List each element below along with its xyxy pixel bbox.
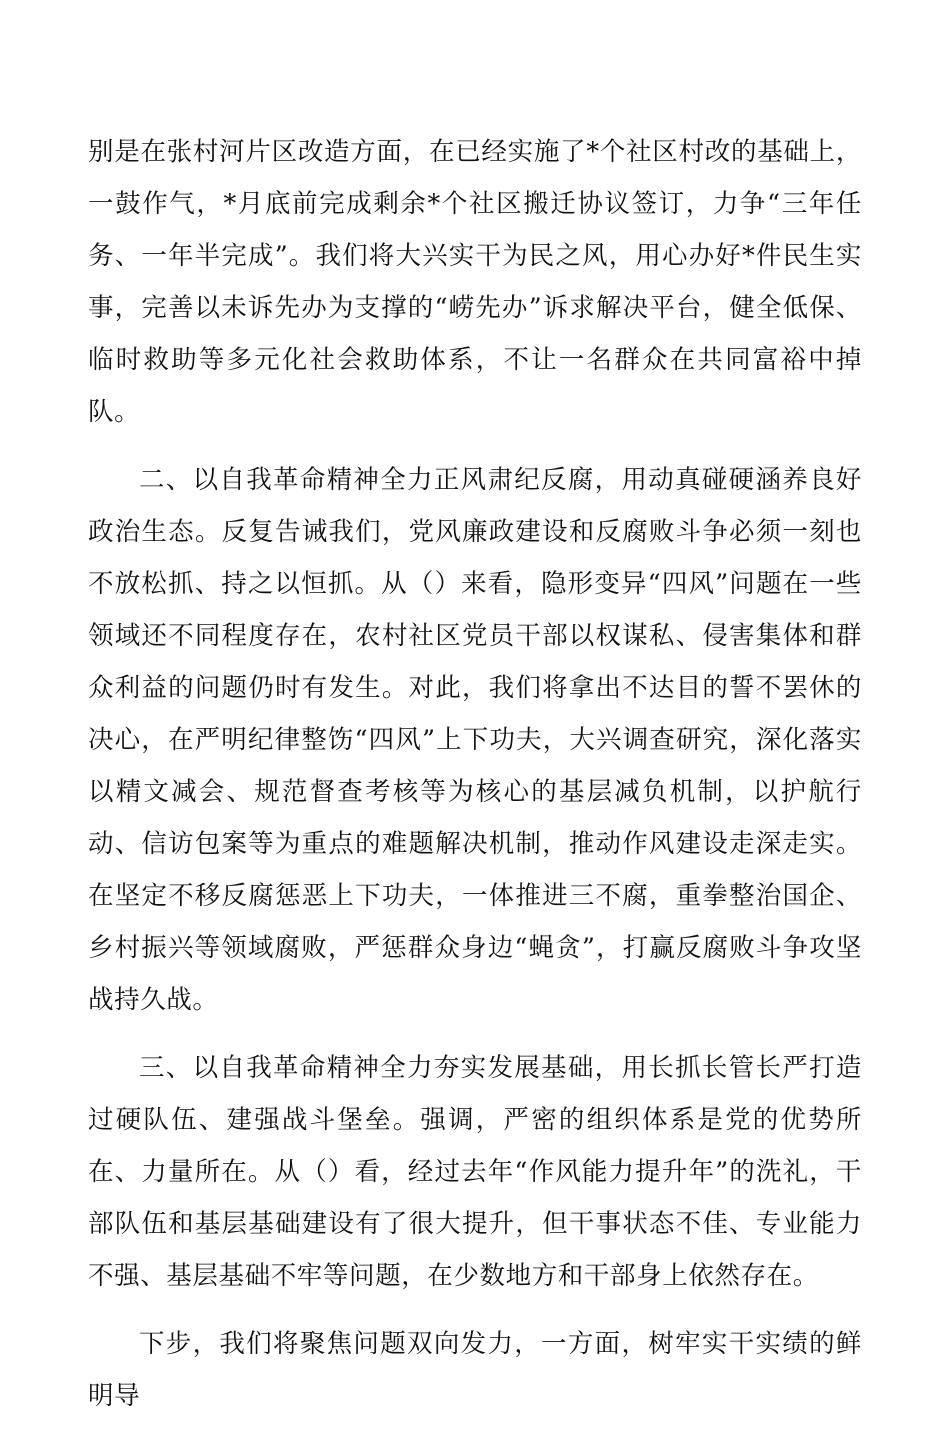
paragraph-2: 二、以自我革命精神全力正风肃纪反腐，用动真碰硬涵养良好政治生态。反复告诫我们，党风廉政建设和反腐败斗争必须一刻也不放松抓、持之以恒抓。从（）来看，隐形变异“四风”问题在一些领域还不同程度存在，农村社区党员干部以权谋私、侵害集体和群众利益的问题仍时有发生。对此，我们将拿出不达目的誓不罢休的决心，在严明纪律整饬“四风”上下功夫，大兴调查研究，深化落实以精文减会、规范督查考核等为核心的基层减负机制，以护航行动、信访包案等为重点的难题解决机制，推动作风建设走深走实。在坚定不移反腐惩恶上下功夫，一体推进三不腐，重拳整治国企、乡村振兴等领域腐败，严惩群众身边“蝇贪”，打赢反腐败斗争攻坚战持久战。 — [88, 465, 862, 1015]
paragraph-3: 三、以自我革命精神全力夯实发展基础，用长抓长管长严打造过硬队伍、建强战斗堡垒。强调，严密的组织体系是党的优势所在、力量所在。从（）看，经过去年“作风能力提升年”的洗礼，干部队伍和基层基础建设有了很大提升，但干事状态不佳、专业能力不强、基层基础不牢等问题，在少数地方和干部身上依然存在。 — [88, 1053, 862, 1291]
paragraph-1: 别是在张村河片区改造方面，在已经实施了*个社区村改的基础上，一鼓作气，*月底前完成剩余*个社区搬迁协议签订，力争“三年任务、一年半完成”。我们将大兴实干为民之风，用心办好*件民生实事，完善以未诉先办为支撑的“崂先办”诉求解决平台，健全低保、临时救助等多元化社会救助体系，不让一名群众在共同富裕中掉队。 — [88, 137, 862, 427]
document-page — [88, 126, 862, 1438]
paragraph-4: 下步，我们将聚焦问题双向发力，一方面，树牢实干实绩的鲜明导 — [88, 1329, 862, 1411]
